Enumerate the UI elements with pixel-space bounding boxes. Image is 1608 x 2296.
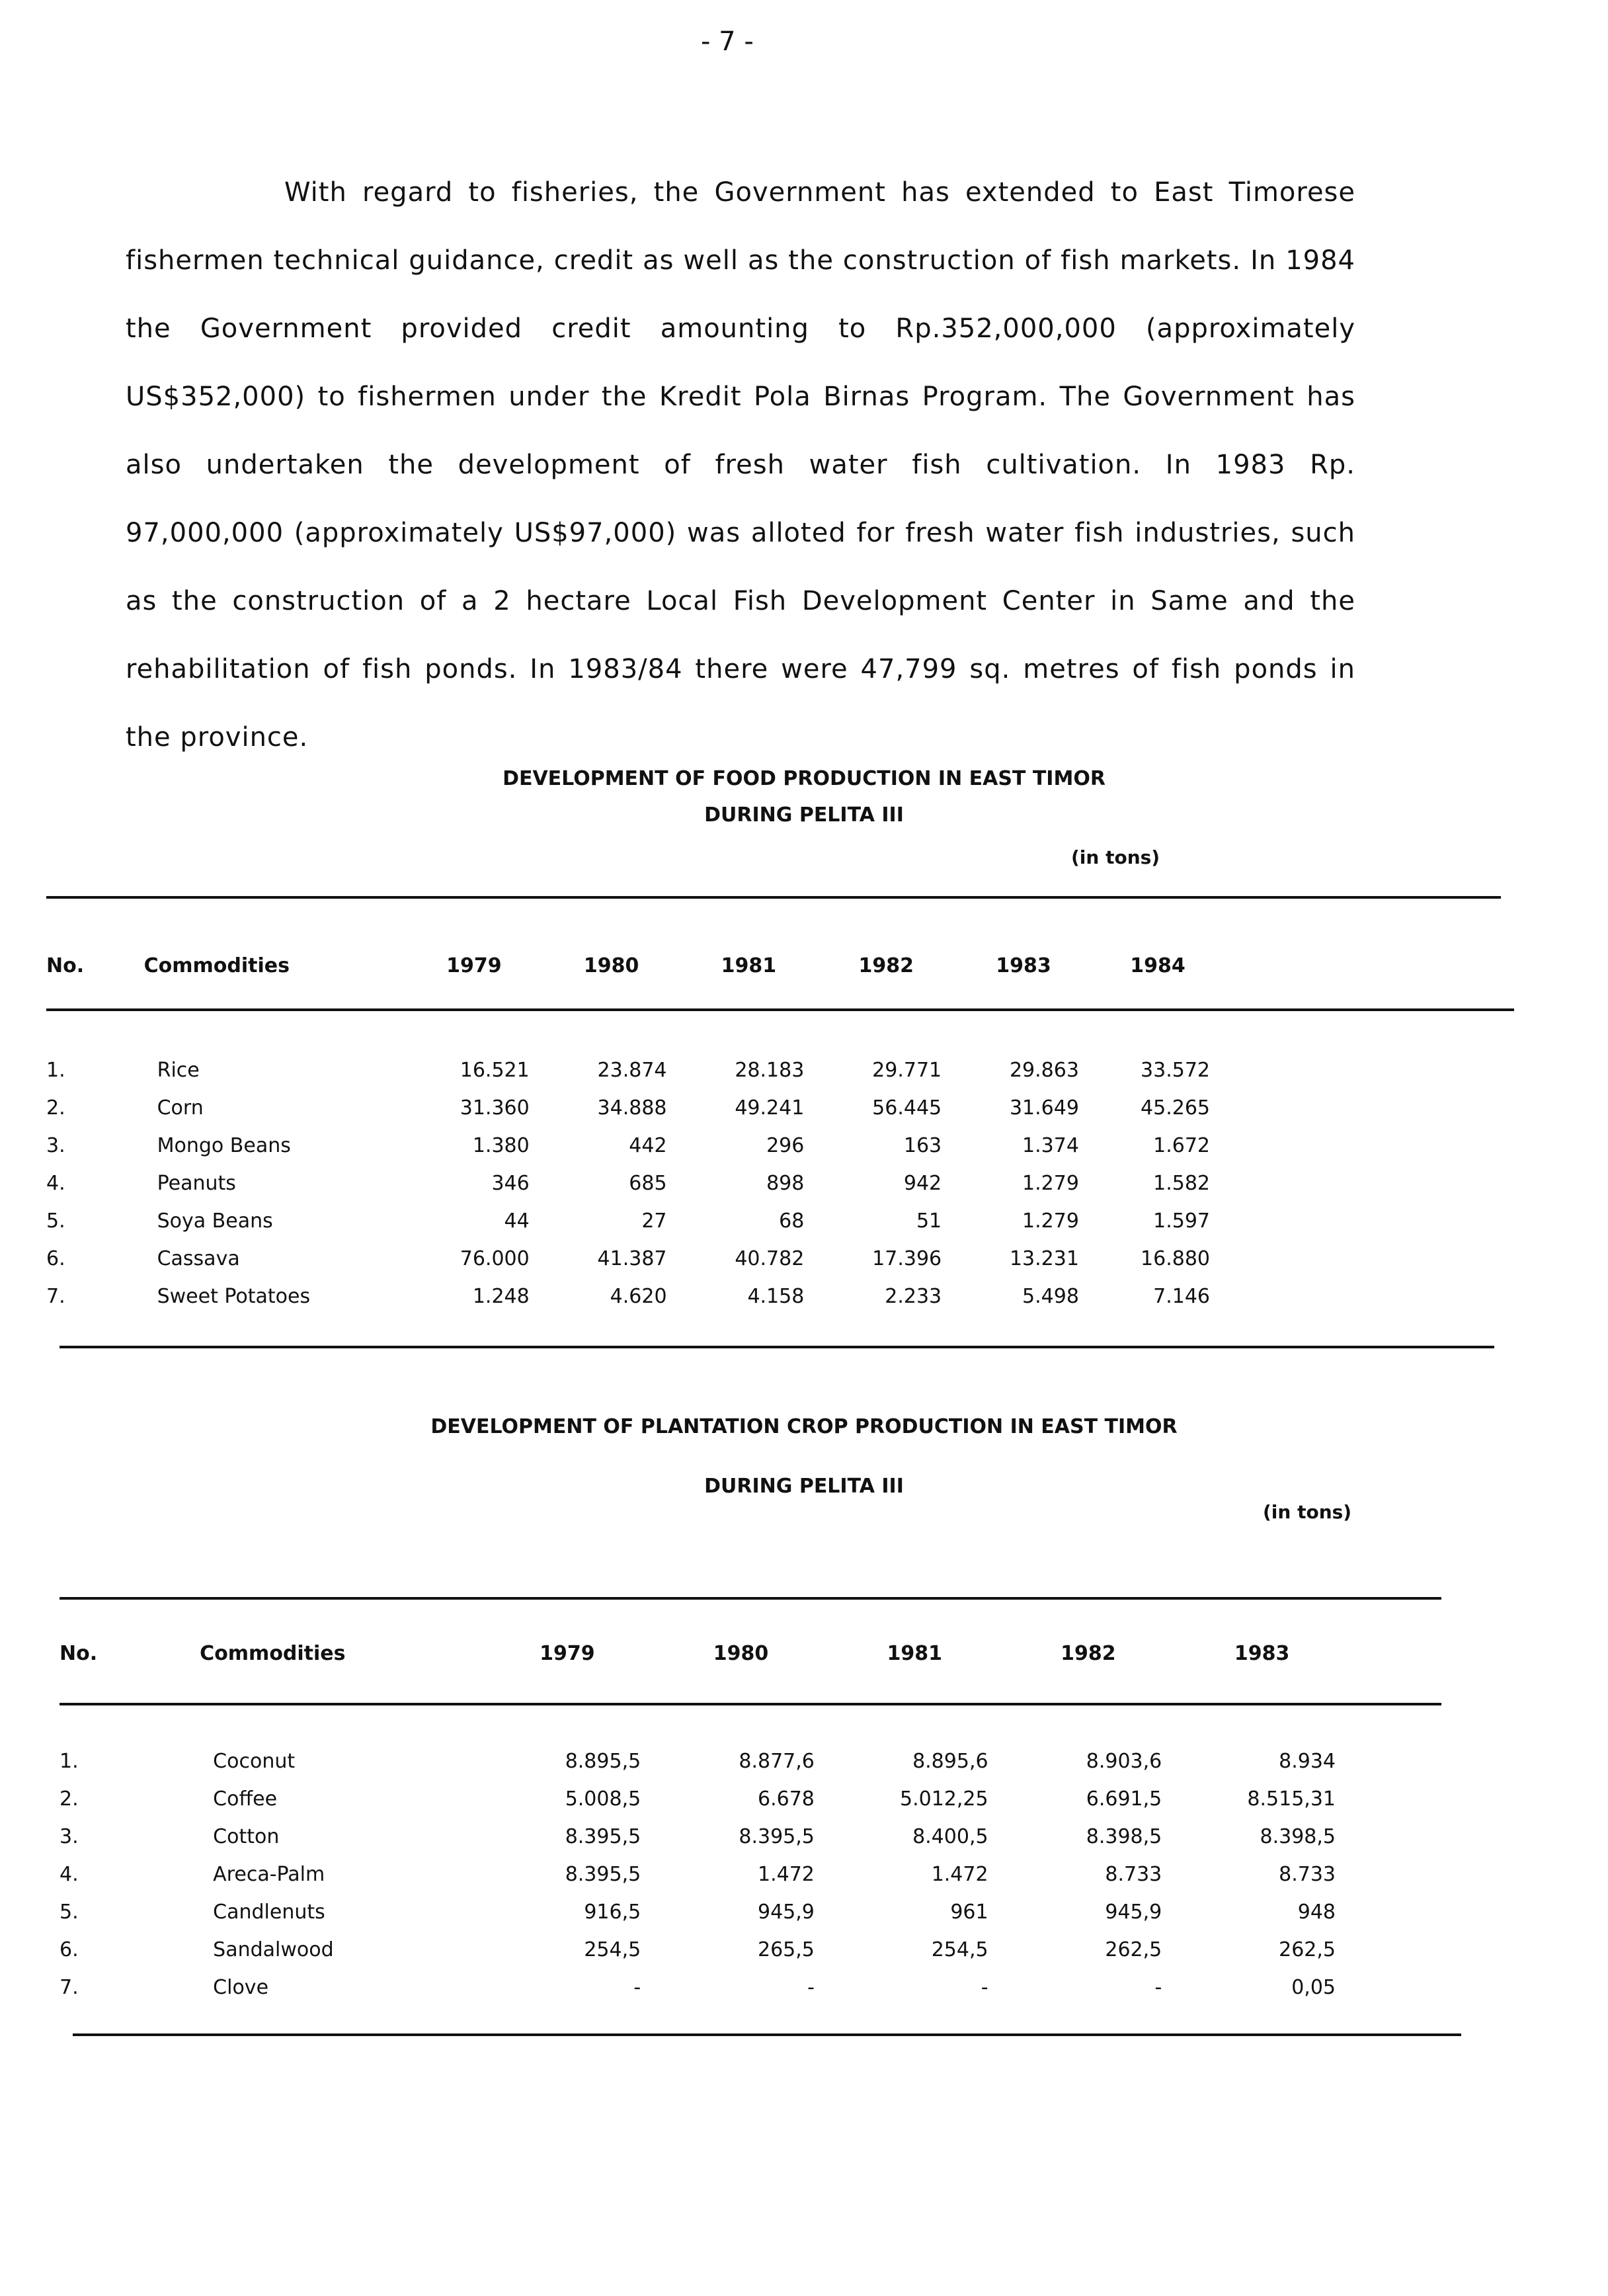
- column-header: 1982: [858, 954, 914, 977]
- commodity-name: Coffee: [213, 1787, 278, 1811]
- commodity-name: Peanuts: [157, 1172, 236, 1195]
- cell-value: 1.672: [1153, 1134, 1210, 1157]
- cell-value: 31.360: [460, 1096, 530, 1120]
- column-header: 1982: [1061, 1641, 1116, 1665]
- cell-value: 16.521: [460, 1059, 530, 1082]
- cell-value: 23.874: [597, 1059, 667, 1082]
- cell-value: 51: [916, 1210, 942, 1233]
- cell-value: 17.396: [872, 1247, 942, 1270]
- commodity-name: Areca-Palm: [213, 1863, 325, 1886]
- cell-value: 27: [641, 1210, 667, 1233]
- table-header-row: [60, 1614, 1349, 1693]
- plantation-table-subtitle: DURING PELITA III: [704, 1475, 904, 1498]
- cell-value: 29.771: [872, 1059, 942, 1082]
- column-header: 1979: [540, 1641, 595, 1665]
- row-number: 1.: [46, 1059, 65, 1082]
- column-header: 1983: [1234, 1641, 1290, 1665]
- cell-value: 6.691,5: [1086, 1787, 1162, 1811]
- row-number: 1.: [60, 1750, 79, 1773]
- column-header: Commodities: [200, 1641, 346, 1665]
- cell-value: 16.880: [1141, 1247, 1210, 1270]
- cell-value: 262,5: [1279, 1938, 1336, 1961]
- cell-value: 948: [1297, 1901, 1336, 1924]
- row-number: 4.: [60, 1863, 79, 1886]
- table-row: [46, 1051, 1223, 1089]
- page-number: - 7 -: [701, 26, 754, 57]
- plantation-table-title: DEVELOPMENT OF PLANTATION CROP PRODUCTION IN EAST TIMOR: [430, 1415, 1178, 1438]
- cell-value: 8.877,6: [739, 1750, 815, 1773]
- cell-value: 31.649: [1009, 1096, 1079, 1120]
- food-table-title: DEVELOPMENT OF FOOD PRODUCTION IN EAST TIMOR: [502, 767, 1106, 790]
- cell-value: 8.398,5: [1086, 1825, 1162, 1848]
- divider: [73, 2033, 1461, 2036]
- body-paragraph: With regard to fisheries, the Government has extended to East Timorese fishermen technical guidance, credit as well as the construction of fish markets. In 1984 the Government provided credit amounting to Rp.352,000,000 (approximately US$352,000) to fishermen under the Kredit Pola Birnas Program. The Government has also undertaken the development of fresh water fish cultivation. In 1983 Rp. 97,000,000 (approximately US$97,000) was alloted for fresh water fish industries, such as the construction of a 2 hectare Local Fish Development Center in Same and the rehabilitation of fish ponds. In 1983/84 there were 47,799 sq. metres of fish ponds in the province.: [126, 177, 1355, 753]
- cell-value: 945,9: [758, 1901, 815, 1924]
- cell-value: 265,5: [758, 1938, 815, 1961]
- cell-value: 8.395,5: [739, 1825, 815, 1848]
- cell-value: 40.782: [735, 1247, 805, 1270]
- cell-value: 33.572: [1141, 1059, 1210, 1082]
- cell-value: 8.895,6: [912, 1750, 988, 1773]
- table-row: [46, 1240, 1223, 1278]
- row-number: 3.: [60, 1825, 79, 1848]
- commodity-name: Sweet Potatoes: [157, 1285, 311, 1308]
- cell-value: 4.620: [610, 1285, 667, 1308]
- cell-value: 13.231: [1009, 1247, 1079, 1270]
- cell-value: 7.146: [1153, 1285, 1210, 1308]
- cell-value: -: [807, 1976, 815, 1999]
- row-number: 7.: [60, 1976, 79, 1999]
- cell-value: 8.895,5: [565, 1750, 641, 1773]
- food-production-table: [46, 926, 1223, 1315]
- cell-value: 1.597: [1153, 1210, 1210, 1233]
- cell-value: 44: [504, 1210, 530, 1233]
- plantation-table-unit: (in tons): [1263, 1501, 1352, 1523]
- table-header-row: [46, 926, 1223, 1005]
- cell-value: 262,5: [1105, 1938, 1162, 1961]
- cell-value: 5.008,5: [565, 1787, 641, 1811]
- cell-value: 8.934: [1279, 1750, 1336, 1773]
- cell-value: 56.445: [872, 1096, 942, 1120]
- cell-value: 1.374: [1022, 1134, 1079, 1157]
- table-row: [60, 1742, 1349, 1780]
- cell-value: 76.000: [460, 1247, 530, 1270]
- column-header: 1979: [446, 954, 502, 977]
- column-header: 1984: [1130, 954, 1186, 977]
- divider: [60, 1597, 1441, 1600]
- food-table-unit: (in tons): [1071, 846, 1160, 868]
- cell-value: 2.233: [885, 1285, 942, 1308]
- divider: [46, 896, 1501, 899]
- cell-value: 685: [629, 1172, 667, 1195]
- cell-value: 254,5: [584, 1938, 641, 1961]
- commodity-name: Cotton: [213, 1825, 280, 1848]
- column-header: No.: [60, 1641, 98, 1665]
- cell-value: 68: [779, 1210, 805, 1233]
- cell-value: 1.582: [1153, 1172, 1210, 1195]
- row-number: 2.: [60, 1787, 79, 1811]
- plantation-production-table: [60, 1614, 1349, 2006]
- commodity-name: Candlenuts: [213, 1901, 325, 1924]
- cell-value: 8.400,5: [912, 1825, 988, 1848]
- cell-value: 8.398,5: [1260, 1825, 1336, 1848]
- table-row: [46, 1127, 1223, 1165]
- divider: [60, 1346, 1494, 1348]
- commodity-name: Mongo Beans: [157, 1134, 291, 1157]
- cell-value: 1.472: [758, 1863, 815, 1886]
- cell-value: 8.733: [1105, 1863, 1162, 1886]
- cell-value: -: [981, 1976, 988, 1999]
- cell-value: 8.395,5: [565, 1863, 641, 1886]
- row-number: 5.: [60, 1901, 79, 1924]
- cell-value: 41.387: [597, 1247, 667, 1270]
- column-header: 1980: [583, 954, 639, 977]
- cell-value: 0,05: [1291, 1976, 1336, 1999]
- table-row: [60, 1780, 1349, 1818]
- table-row: [46, 1202, 1223, 1240]
- cell-value: 945,9: [1105, 1901, 1162, 1924]
- commodity-name: Corn: [157, 1096, 204, 1120]
- cell-value: 29.863: [1009, 1059, 1079, 1082]
- table-row: [60, 1893, 1349, 1931]
- commodity-name: Soya Beans: [157, 1210, 273, 1233]
- cell-value: 8.903,6: [1086, 1750, 1162, 1773]
- table-row: [60, 1969, 1349, 2006]
- cell-value: 1.380: [472, 1134, 530, 1157]
- column-header: Commodities: [143, 954, 290, 977]
- cell-value: 296: [766, 1134, 805, 1157]
- commodity-name: Clove: [213, 1976, 269, 1999]
- table-row: [46, 1165, 1223, 1202]
- cell-value: 442: [629, 1134, 667, 1157]
- cell-value: 916,5: [584, 1901, 641, 1924]
- commodity-name: Cassava: [157, 1247, 240, 1270]
- cell-value: 961: [950, 1901, 988, 1924]
- row-number: 5.: [46, 1210, 65, 1233]
- cell-value: 8.395,5: [565, 1825, 641, 1848]
- cell-value: 6.678: [758, 1787, 815, 1811]
- table-row: [60, 1818, 1349, 1856]
- cell-value: 254,5: [931, 1938, 988, 1961]
- commodity-name: Sandalwood: [213, 1938, 334, 1961]
- row-number: 2.: [46, 1096, 65, 1120]
- table-row: [60, 1856, 1349, 1893]
- commodity-name: Coconut: [213, 1750, 296, 1773]
- row-number: 7.: [46, 1285, 65, 1308]
- cell-value: 898: [766, 1172, 805, 1195]
- row-number: 6.: [46, 1247, 65, 1270]
- cell-value: 8.515,31: [1247, 1787, 1336, 1811]
- cell-value: -: [1154, 1976, 1162, 1999]
- cell-value: 163: [903, 1134, 942, 1157]
- table-row: [46, 1278, 1223, 1315]
- column-header: 1980: [713, 1641, 769, 1665]
- column-header: 1983: [996, 954, 1051, 977]
- table-row: [60, 1931, 1349, 1969]
- commodity-name: Rice: [157, 1059, 200, 1082]
- cell-value: 5.498: [1022, 1285, 1079, 1308]
- column-header: No.: [46, 954, 85, 977]
- cell-value: 28.183: [735, 1059, 805, 1082]
- cell-value: 942: [903, 1172, 942, 1195]
- cell-value: 4.158: [747, 1285, 805, 1308]
- cell-value: 45.265: [1141, 1096, 1210, 1120]
- column-header: 1981: [721, 954, 777, 977]
- cell-value: 34.888: [597, 1096, 667, 1120]
- table-row: [46, 1089, 1223, 1127]
- food-table-subtitle: DURING PELITA III: [704, 803, 904, 827]
- cell-value: 1.472: [931, 1863, 988, 1886]
- cell-value: 5.012,25: [899, 1787, 988, 1811]
- row-number: 3.: [46, 1134, 65, 1157]
- cell-value: 49.241: [735, 1096, 805, 1120]
- cell-value: 1.279: [1022, 1172, 1079, 1195]
- cell-value: 8.733: [1279, 1863, 1336, 1886]
- row-number: 6.: [60, 1938, 79, 1961]
- cell-value: 346: [491, 1172, 530, 1195]
- column-header: 1981: [887, 1641, 942, 1665]
- cell-value: 1.248: [472, 1285, 530, 1308]
- cell-value: -: [633, 1976, 641, 1999]
- cell-value: 1.279: [1022, 1210, 1079, 1233]
- row-number: 4.: [46, 1172, 65, 1195]
